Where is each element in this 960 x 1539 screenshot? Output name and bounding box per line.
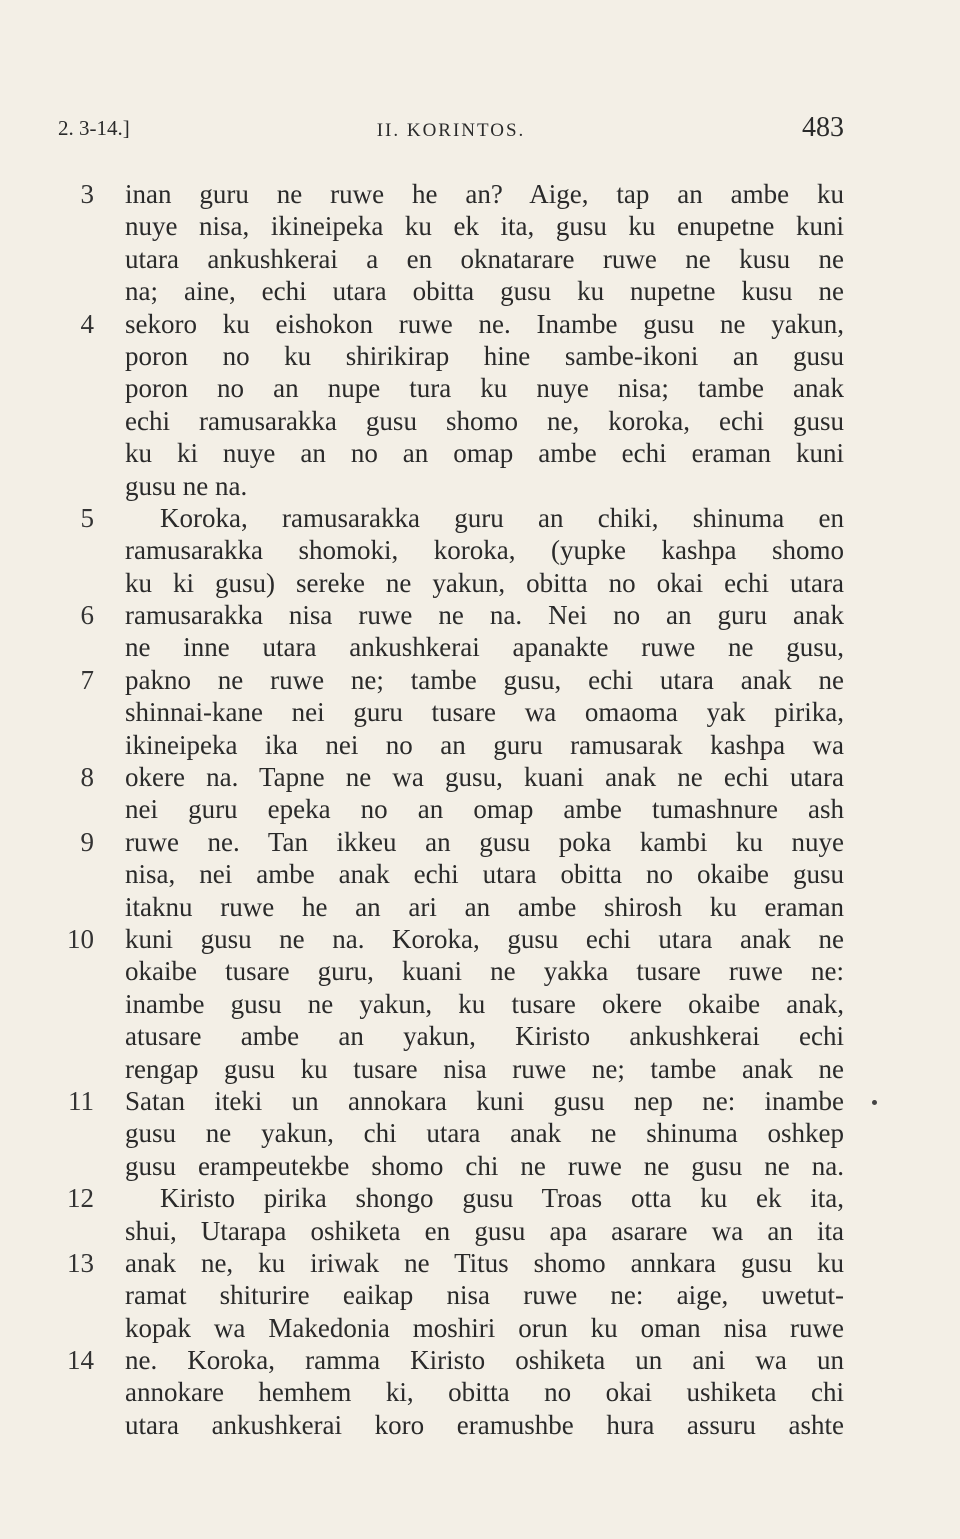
text-line: [0, 826, 960, 858]
text-line: [0, 502, 960, 534]
verse-number: 7: [80, 664, 94, 695]
text-line: [0, 437, 960, 469]
line-text: utara ankushkerai a en oknatarare ruwe ne kusu ne: [125, 243, 844, 274]
text-line: [0, 761, 960, 793]
line-text: utara ankushkerai koro eramushbe hura assuru ashte: [125, 1409, 844, 1440]
line-text: ne inne utara ankushkerai apanakte ruwe ne gusu,: [125, 632, 844, 663]
verse-number: 14: [67, 1345, 94, 1376]
text-line: [0, 891, 960, 923]
line-text: gusu ne yakun, chi utara anak ne shinuma oshkep: [125, 1118, 844, 1149]
line-text: Satan iteki un annokara kuni gusu nep ne: inambe: [125, 1085, 844, 1116]
text-line: [0, 1279, 960, 1311]
verse-number: 13: [67, 1247, 94, 1278]
line-text: echi ramusarakka gusu shomo ne, koroka, echi gusu: [125, 405, 844, 436]
line-text: okere na. Tapne ne wa gusu, kuani anak ne echi utara: [125, 762, 844, 793]
chapter-verse-reference: 2. 3-14.]: [58, 116, 130, 140]
text-line: [0, 1117, 960, 1149]
text-line: [0, 631, 960, 663]
line-text: gusu ne na.: [125, 470, 248, 501]
text-line: [0, 664, 960, 696]
line-text: anak ne, ku iriwak ne Titus shomo annkara gusu ku: [125, 1247, 844, 1278]
text-line: [0, 1376, 960, 1408]
text-line: [0, 405, 960, 437]
line-text: nei guru epeka no an omap ambe tumashnure ash: [125, 794, 844, 825]
text-line: [0, 243, 960, 275]
line-text: inan guru ne ruwe he an? Aige, tap an ambe ku: [125, 179, 844, 209]
verse-number: 9: [80, 826, 94, 857]
verse-number: 4: [80, 308, 94, 339]
text-line: [0, 372, 960, 404]
line-text: Kiristo pirika shongo gusu Troas otta ku ek ita,: [160, 1183, 844, 1214]
line-text: shinnai-kane nei guru tusare wa omaoma yak pirika,: [125, 697, 844, 728]
verse-number: 11: [68, 1085, 94, 1116]
text-line: [0, 696, 960, 728]
line-text: atusare ambe an yakun, Kiristo ankushkerai echi: [125, 1021, 844, 1052]
text-line: [0, 1247, 960, 1279]
line-text: pakno ne ruwe ne; tambe gusu, echi utara anak ne: [125, 664, 844, 695]
text-line: [0, 599, 960, 631]
line-text: ramusarakka shomoki, koroka, (yupke kashpa shomo: [125, 535, 844, 566]
verse-number: 8: [80, 762, 94, 793]
text-line: [0, 1020, 960, 1052]
line-text: sekoro ku eishokon ruwe ne. Inambe gusu ne yakun,: [125, 308, 844, 339]
line-text: okaibe tusare guru, kuani ne yakka tusare ruwe ne:: [125, 956, 844, 987]
line-text: ikineipeka ika nei no an guru ramusarak kashpa wa: [125, 729, 844, 760]
text-line: [0, 923, 960, 955]
text-line: [0, 1150, 960, 1182]
text-line: [0, 1312, 960, 1344]
text-body: [0, 178, 960, 1441]
text-line: [0, 793, 960, 825]
verse-number: 3: [80, 179, 94, 209]
line-text: ku ki gusu) sereke ne yakun, obitta no okai echi utara: [125, 567, 844, 598]
line-text: nisa, nei ambe anak echi utara obitta no okaibe gusu: [125, 859, 844, 890]
line-text: ramat shiturire eaikap nisa ruwe ne: aige, uwetut-: [125, 1280, 844, 1311]
line-text: kuni gusu ne na. Koroka, gusu echi utara anak ne: [125, 923, 844, 954]
line-text: na; aine, echi utara obitta gusu ku nupetne kusu ne: [125, 276, 844, 307]
line-text: ramusarakka nisa ruwe ne na. Nei no an guru anak: [125, 600, 844, 631]
text-line: [0, 308, 960, 340]
text-line: [0, 988, 960, 1020]
verse-number: 6: [80, 600, 94, 631]
verse-number: 5: [80, 502, 94, 533]
line-text: ku ki nuye an no an omap ambe echi eraman kuni: [125, 438, 844, 469]
text-line: [0, 340, 960, 372]
line-text: annokare hemhem ki, obitta no okai ushiketa chi: [125, 1377, 844, 1408]
line-text: rengap gusu ku tusare nisa ruwe ne; tambe anak ne: [125, 1053, 844, 1084]
line-text: gusu erampeutekbe shomo chi ne ruwe ne gusu ne na.: [125, 1150, 844, 1181]
text-line: [0, 210, 960, 242]
text-line: [0, 178, 960, 210]
line-text: inambe gusu ne yakun, ku tusare okere okaibe anak,: [125, 988, 844, 1019]
text-line: [0, 1344, 960, 1376]
page-number: 483: [802, 112, 844, 143]
text-line: [0, 567, 960, 599]
text-line: [0, 1053, 960, 1085]
text-line: [0, 1182, 960, 1214]
text-line: [0, 1215, 960, 1247]
line-text: Koroka, ramusarakka guru an chiki, shinuma en: [160, 502, 844, 533]
text-line: [0, 729, 960, 761]
text-line: [0, 1085, 960, 1117]
line-text: poron no an nupe tura ku nuye nisa; tambe anak: [125, 373, 844, 404]
line-text: shui, Utarapa oshiketa en gusu apa asarare wa an ita: [125, 1215, 844, 1246]
line-text: ruwe ne. Tan ikkeu an gusu poka kambi ku nuye: [125, 826, 844, 857]
text-line: [0, 275, 960, 307]
text-line: [0, 1409, 960, 1441]
line-text: poron no ku shirikirap hine sambe-ikoni an gusu: [125, 340, 844, 371]
margin-dot: [872, 1100, 877, 1105]
line-text: nuye nisa, ikineipeka ku ek ita, gusu ku enupetne kuni: [125, 211, 844, 242]
verse-number: 10: [67, 923, 94, 954]
page-header: [58, 112, 844, 148]
running-title: II. KORINTOS.: [376, 120, 526, 141]
text-line: [0, 534, 960, 566]
line-text: kopak wa Makedonia moshiri orun ku oman nisa ruwe: [125, 1312, 844, 1343]
verse-number: 12: [67, 1183, 94, 1214]
line-text: ne. Koroka, ramma Kiristo oshiketa un ani wa un: [125, 1345, 844, 1376]
text-line: [0, 470, 960, 502]
line-text: itaknu ruwe he an ari an ambe shirosh ku eraman: [125, 891, 844, 922]
text-line: [0, 858, 960, 890]
text-line: [0, 955, 960, 987]
